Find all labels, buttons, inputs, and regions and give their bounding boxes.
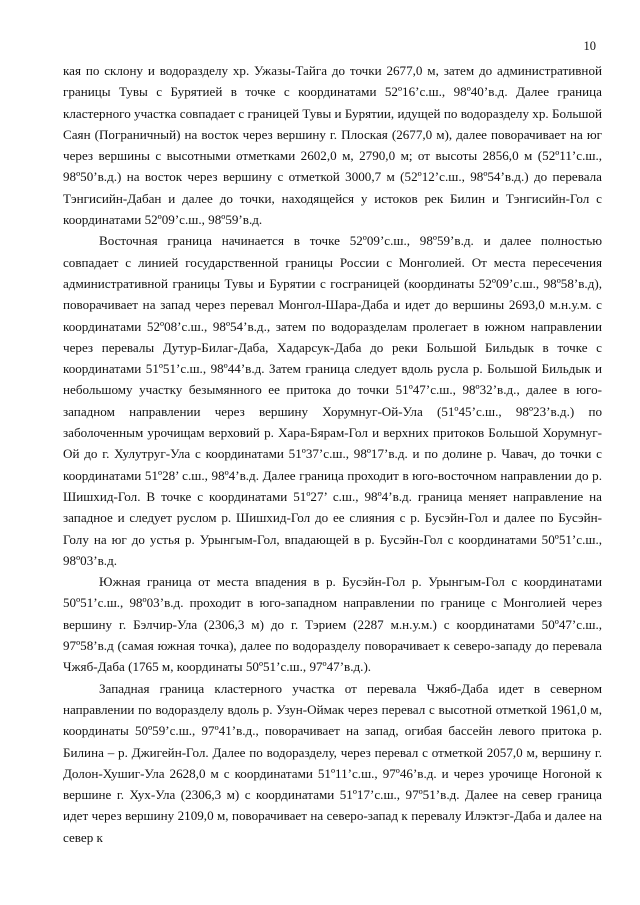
page-number: 10 [583,39,596,53]
paragraph-southern-border: Южная граница от места впадения в р. Бусэйн-Гол р. Урынгым-Гол с координатами 50º51’с.ш., 98º03’в.д. проходит в юго-западном направлении по границе с Монголией через вершину г. Бэлчир-Ула (2306,3 м) до г. Тэрием (2287 м.н.у.м.) с координатами 50º47’с.ш., 97º58’в.д (самая южная точка), далее по водоразделу поворачивает к северо-западу до перевала Чжяб-Даба (1765 м, координаты 50º51’с.ш., 97º47’в.д.). [63,574,602,675]
document-body [63,60,602,848]
paragraph-continuation: кая по склону и водоразделу хр. Ужазы-Тайга до точки 2677,0 м, затем до административной границы Тувы с Бурятией в точке с координатами 52º16’с.ш., 98º40’в.д. Далее граница кластерного участка совпадает с границей Тувы и Бурятии, идущей по водоразделу хр. Большой Саян (Пограничный) на восток через вершину г. Плоская (2677,0 м), далее поворачивает на юг через вершины с высотными отметками 2602,0 м, 2790,0 м; от высоты 2856,0 м (52º11’с.ш., 98º50’в.д.) на восток через вершину с отметкой 3000,7 м (52º12’с.ш., 98º54’в.д.) до перевала Тэнгисийн-Дабан и далее до точки, находящейся у истоков рек Билин и Тэнгисийн-Гол с координатами 52º09’с.ш., 98º59’в.д. [63,63,602,228]
paragraph-eastern-border: Восточная граница начинается в точке 52º09’с.ш., 98º59’в.д. и далее полностью совпадает с линией государственной границы России с Монголией. От места пересечения административной границы Тувы и Бурятии с госграницей (координаты 52º09’с.ш., 98º58’в.д), поворачивает на запад через перевал Монгол-Шара-Даба и идет до вершины 2693,0 м.н.у.м. с координатами 52º08’с.ш., 98º54’в.д., затем по водоразделам пролегает в южном направлении через перевалы Дутур-Билаг-Даба, Хадарсук-Даба до реки Большой Бильдык в точке с координатами 51º51’с.ш., 98º44’в.д. Затем граница следует вдоль русла р. Большой Бильдык и небольшому участку безымянного ее притока до точки 51º47’с.ш., 98º32’в.д., далее в юго-западном направлении через вершину Хорумнуг-Ой-Ула (51º45’с.ш., 98º23’в.д.) по заболоченным урочищам верховий р. Хара-Бярам-Гол и верхних притоков Большой Хорумнуг-Ой до г. Хулутруг-Ула с координатами 51º37’с.ш., 98º17’в.д. и по долине р. Чавач, до точки с координатами 51º28’ с.ш., 98º4’в.д. Далее граница проходит в юго-восточном направлении до р. Шишхид-Гол. В точке с координатами 51º27’ с.ш., 98º4’в.д. граница меняет направление на западное и следует руслом р. Шишхид-Гол до ее слияния с р. Бусэйн-Гол и далее по Бусэйн-Голу на юг до устья р. Урынгым-Гол, впадающей в р. Бусэйн-Гол с координатами 50º51’с.ш., 98º03’в.д. [63,233,602,568]
paragraph-western-border: Западная граница кластерного участка от перевала Чжяб-Даба идет в северном направлении по водоразделу вдоль р. Узун-Оймак через перевал с высотной отметкой 1961,0 м, координаты 50º59’с.ш., 97º41’в.д., поворачивает на запад, огибая бассейн левого притока р. Билина – р. Джигейн-Гол. Далее по водоразделу, через перевал с отметкой 2057,0 м, вершину г. Долон-Хушиг-Ула 2628,0 м с координатами 51º11’с.ш., 97º46’в.д. и через урочище Ногоной к вершине г. Хух-Ула (2306,3 м) с координатами 51º17’с.ш., 97º51’в.д. Далее на север граница идет через вершину 2109,0 м, поворачивает на северо-запад к перевалу Илэктэг-Даба и далее на север к [63,680,602,845]
